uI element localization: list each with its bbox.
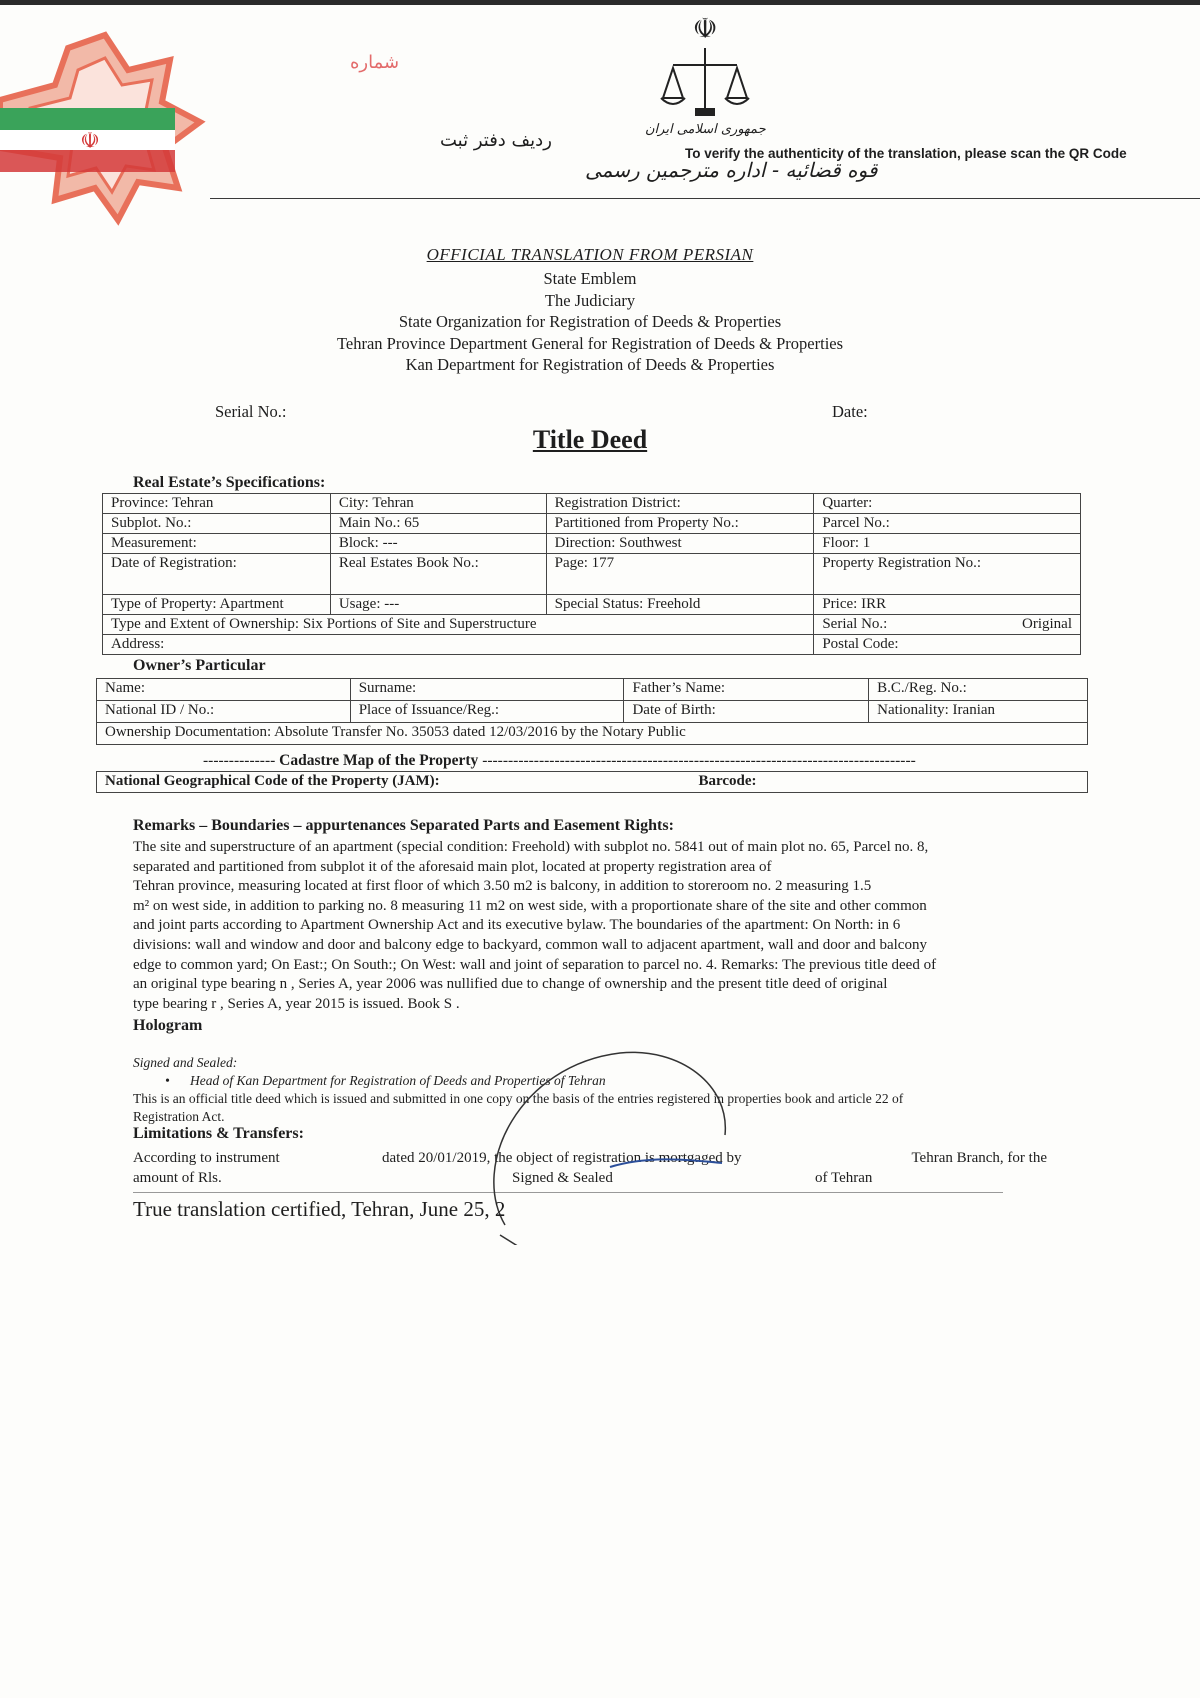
remarks-line: an original type bearing n , Series A, year 2006 was nullified due to change of ownership and the present title deed of original [133, 976, 888, 993]
official-translation-heading: OFFICIAL TRANSLATION FROM PERSIAN [426, 245, 754, 264]
limitations-col3 [815, 1148, 1047, 1188]
table-row [97, 679, 1088, 701]
province-cell: Province: Tehran [103, 494, 331, 514]
cadastre-heading [203, 752, 916, 770]
serial-label: Serial No.: [822, 616, 888, 632]
type-property-cell: Type of Property: Apartment [103, 595, 331, 615]
measurement-cell: Measurement: [103, 534, 331, 554]
limitations-text: dated 20/01/2019, the object of registration is mortgaged by [382, 1150, 742, 1166]
cadastre-table [96, 771, 1088, 793]
special-status-cell: Special Status: Freehold [546, 595, 814, 615]
direction-cell: Direction: Southwest [546, 534, 814, 554]
date-label: Date: [832, 402, 868, 421]
issuer-lines [0, 268, 1180, 376]
remarks-line: The site and superstructure of an apartment (special condition: Freehold) with subplot no. 5841 out of main plot no. 65, Parcel no. 8, [133, 839, 929, 855]
jam-code-cell [97, 772, 1088, 793]
serial-label: Serial No.: [215, 402, 287, 421]
city-cell: City: Tehran [330, 494, 546, 514]
remarks-body [133, 838, 1047, 1014]
limitations-col1 [133, 1148, 280, 1188]
svg-text:☫: ☫ [80, 129, 100, 154]
barcode-label: Barcode: [698, 773, 757, 789]
remarks-line: Tehran province, measuring located at first floor of which 3.50 m2 is balcony, in addition to storeroom no. 2 measuring 1.5 [133, 878, 872, 895]
cadastre-label: Cadastre Map of the Property [279, 752, 479, 769]
cadastre-dashes-left: -------------- [203, 752, 276, 769]
cadastre-dashes-right: ------------------------------------------------------------------------------------ [482, 752, 916, 769]
official-statement-line: Registration Act. [133, 1109, 225, 1124]
address-cell: Address: [103, 635, 814, 655]
limitations-text: Tehran Branch, for the [911, 1150, 1047, 1166]
persian-register-row: ردیف دفتر ثبت [440, 130, 552, 151]
issuer-line: The Judiciary [544, 290, 636, 310]
limitations-text: Signed & Sealed [512, 1170, 613, 1186]
floor-cell: Floor: 1 [814, 534, 1081, 554]
jam-label: National Geographical Code of the Property (JAM): [105, 773, 440, 789]
limitations-text: amount of Rls. [133, 1170, 222, 1186]
date-registration-cell: Date of Registration: [103, 554, 331, 595]
table-row [103, 635, 1081, 655]
issuer-line: State Emblem [543, 269, 637, 288]
property-registration-no-cell: Property Registration No.: [814, 554, 1081, 595]
real-estate-table [102, 493, 1081, 655]
postal-code-cell: Postal Code: [814, 635, 1081, 655]
nationality-cell: Nationality: Iranian [869, 701, 1088, 723]
hologram-label: Hologram [133, 1017, 203, 1034]
quarter-cell: Quarter: [814, 494, 1081, 514]
ownership-doc-cell: Ownership Documentation: Absolute Transfer No. 35053 dated 12/03/2016 by the Notary Public [97, 723, 1088, 745]
state-emblem-icon [655, 10, 755, 120]
translator-seal-icon [0, 30, 215, 260]
table-row [103, 494, 1081, 514]
table-row [103, 615, 1081, 635]
real-estate-heading: Real Estate’s Specifications: [133, 474, 326, 491]
remarks-line: edge to common yard; On East:; On South:; On West: wall and joint of separation to parcel no. 4. Remarks: The previous title deed of [133, 956, 937, 973]
signatory-title: Head of Kan Department for Registration of Deeds and Properties of Tehran [189, 1073, 606, 1088]
table-row [103, 534, 1081, 554]
remarks-line: and joint parts according to Apartment Ownership Act and its executive bylaw. The boundaries of the apartment: On North: in 6 [133, 917, 901, 934]
serial-cell [814, 615, 1081, 635]
bc-reg-cell: B.C./Reg. No.: [869, 679, 1088, 701]
issuer-line: Tehran Province Department General for Registration of Deeds & Properties [336, 333, 844, 353]
document-title: Title Deed [532, 425, 648, 454]
bullet-icon: • [165, 1073, 190, 1088]
surname-cell: Surname: [350, 679, 624, 701]
remarks-line: type bearing r , Series A, year 2015 is issued. Book S . [133, 995, 460, 1012]
book-no-cell: Real Estates Book No.: [330, 554, 546, 595]
issuer-line: Kan Department for Registration of Deeds & Properties [405, 355, 775, 374]
table-row [103, 554, 1081, 595]
usage-cell: Usage: --- [330, 595, 546, 615]
remarks-line: m² on west side, in addition to parking no. 8 measuring 11 m2 on west side, with a proportionate share of the site and other common [133, 897, 927, 914]
national-id-cell: National ID / No.: [97, 701, 351, 723]
limitations-text: of Tehran [815, 1170, 873, 1186]
persian-republic: جمهوری اسلامی ایران [645, 122, 766, 137]
place-issuance-cell: Place of Issuance/Reg.: [350, 701, 624, 723]
ownership-type-cell: Type and Extent of Ownership: Six Portions of Site and Superstructure [103, 615, 814, 635]
limitations-text: According to instrument [133, 1150, 280, 1166]
persian-number-label: شماره [350, 52, 400, 73]
owner-table [96, 678, 1088, 745]
limitations-heading: Limitations & Transfers: [133, 1125, 304, 1142]
issuer-line: State Organization for Registration of Deeds & Properties [398, 312, 782, 331]
parcel-cell: Parcel No.: [814, 514, 1081, 534]
owner-heading: Owner’s Particular [133, 657, 266, 674]
qr-notice: To verify the authenticity of the translation, please scan the QR Code [685, 146, 1127, 161]
dob-cell: Date of Birth: [624, 701, 869, 723]
registration-district-cell: Registration District: [546, 494, 814, 514]
page-cell: Page: 177 [546, 554, 814, 595]
original-label: Original [1022, 616, 1072, 632]
table-row [97, 772, 1088, 793]
table-row [103, 514, 1081, 534]
father-name-cell: Father’s Name: [624, 679, 869, 701]
main-no-cell: Main No.: 65 [330, 514, 546, 534]
partitioned-cell: Partitioned from Property No.: [546, 514, 814, 534]
official-statement-line: This is an official title deed which is issued and submitted in one copy on the basis of the entries registered in properties book and article 22 of [133, 1091, 904, 1106]
remarks-line: divisions: wall and window and door and balcony edge to backyard, common wall to adjacent apartment, wall and door and balcony [133, 936, 927, 953]
remarks-line: separated and partitioned from subplot it of the aforesaid main plot, located at property registration area of [133, 858, 772, 875]
top-border [0, 0, 1200, 5]
table-row [103, 595, 1081, 615]
signed-sealed: Signed and Sealed: [133, 1055, 238, 1070]
svg-text:☫: ☫ [692, 12, 718, 45]
remarks-heading: Remarks – Boundaries – appurtenances Separated Parts and Easement Rights: [133, 817, 674, 834]
price-cell: Price: IRR [814, 595, 1081, 615]
table-row [97, 701, 1088, 723]
block-cell: Block: --- [330, 534, 546, 554]
subplot-cell: Subplot. No.: [103, 514, 331, 534]
name-cell: Name: [97, 679, 351, 701]
table-row [97, 723, 1088, 745]
header-divider [210, 198, 1200, 199]
certification-line: True translation certified, Tehran, June 25, 2 [133, 1197, 506, 1221]
persian-office: قوه قضائیه - اداره مترجمین رسمی [585, 158, 878, 182]
